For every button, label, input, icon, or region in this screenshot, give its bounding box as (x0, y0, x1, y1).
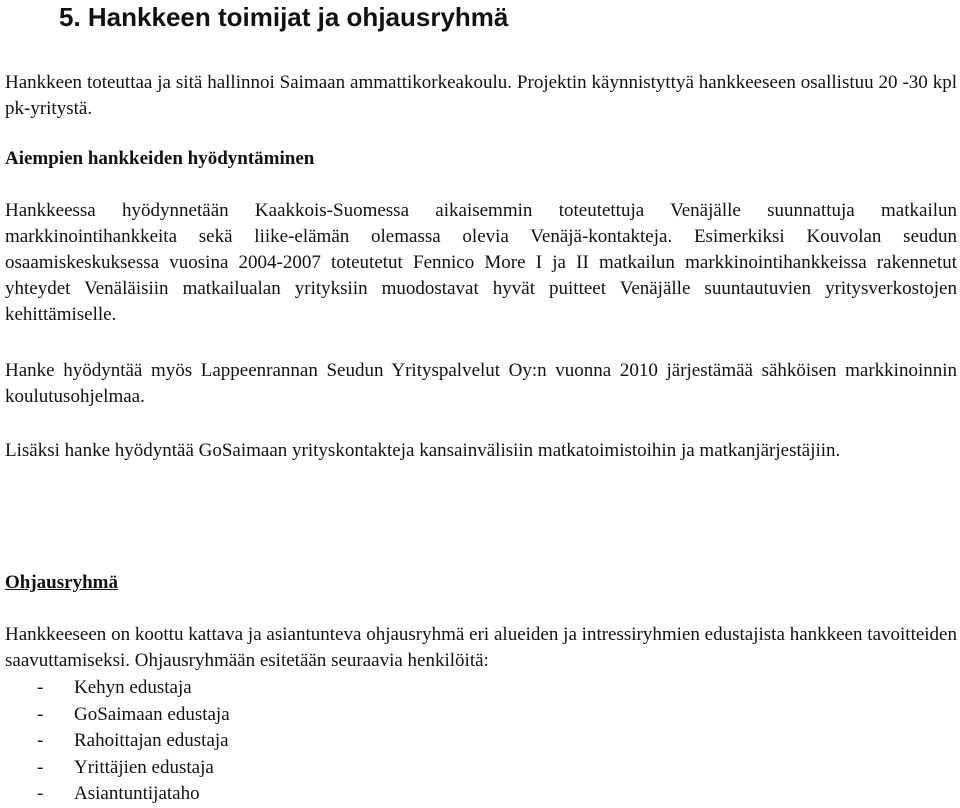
list-item (5, 728, 230, 755)
list-item (5, 702, 230, 729)
prior-projects-title: Aiempien hankkeiden hyödyntäminen (5, 148, 315, 169)
dash-marker: - (37, 677, 44, 698)
prior-projects-paragraph-2: Hanke hyödyntää myös Lappeenrannan Seudun Yrityspalvelut Oy:n vuonna 2010 järjestämää sähköisen markkinoinnin koulutusohjelmaa. (5, 360, 957, 407)
prior-projects-paragraph-3: Lisäksi hanke hyödyntää GoSaimaan yrityskontakteja kansainvälisiin matkatoimistoihin ja matkanjärjestäjiin. (5, 440, 841, 461)
dash-marker: - (37, 756, 44, 778)
section-heading: 5. Hankkeen toimijat ja ohjausryhmä (59, 2, 509, 32)
member-label: Kehyn edustaja (74, 677, 192, 698)
steering-group-title: Ohjausryhmä (5, 572, 118, 593)
member-label: Yrittäjien edustaja (74, 756, 214, 778)
member-label: Rahoittajan edustaja (74, 730, 229, 751)
intro-paragraph: Hankkeen toteuttaa ja sitä hallinnoi Saimaan ammattikorkeakoulu. Projektin käynnistyttyä hankkeeseen osallistuu 20 -30 kpl pk-yritystä. (5, 72, 957, 119)
member-label: Asiantuntijataho (74, 783, 200, 804)
dash-marker: - (37, 730, 44, 751)
list-item (5, 755, 230, 782)
prior-projects-paragraph-1: Hankkeessa hyödynnetään Kaakkois-Suomessa aikaisemmin toteutettuja Venäjälle suunnattuja matkailun markkinointihankkeita sekä liike-elämän olemassa olevia Venäjä-kontakteja. Esimerkiksi Kouvolan seudun osaamiskeskuksessa vuosina 2004-2007 toteutetut Fennico More I ja II matkailun markkinointihankkeissa rakennetut yhteydet Venäläisiin matkailualan yrityksiin muodostavat hyvät puitteet Venäjälle suuntautuvien yritysverkostojen kehittämiselle. (5, 200, 957, 325)
list-item (5, 781, 230, 808)
steering-group-paragraph: Hankkeeseen on koottu kattava ja asiantunteva ohjausryhmä eri alueiden ja intressiryhmien edustajista hankkeen tavoitteiden saavuttamiseksi. Ohjausryhmään esitetään seuraavia henkilöitä: (5, 624, 957, 671)
member-label: GoSaimaan edustaja (74, 703, 230, 725)
steering-members-list (5, 675, 230, 808)
dash-marker: - (37, 703, 44, 725)
list-item (5, 675, 230, 702)
dash-marker: - (37, 783, 44, 804)
